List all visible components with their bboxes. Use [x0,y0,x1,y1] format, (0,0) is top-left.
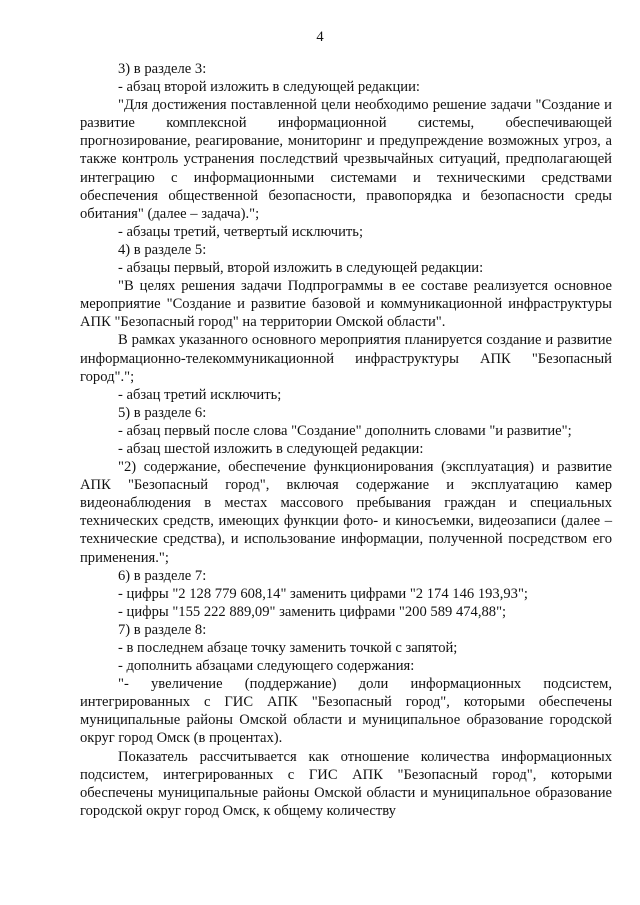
page-number: 4 [316,29,324,45]
paragraph: - абзац шестой изложить в следующей редакции: [118,440,424,457]
paragraph: - дополнить абзацами следующего содержания: [118,658,415,675]
paragraph: "В целях решения задачи Подпрограммы в ее составе реализуется основное мероприятие "Создание и развитие базовой и коммуникационной инфраструктуры АПК "Безопасный город" на территории Омской области". [80,278,612,331]
paragraph: "2) содержание, обеспечение функционирования (эксплуатация) и развитие АПК "Безопасный город", включая содержание и эксплуатацию камер видеонаблюдения в местах массового пребывания граждан и специальных технических средств, имеющих функции фото- и киносъемки, видеозаписи (далее – технические средства), и использование информации, полученной посредством его применения."; [80,459,612,566]
paragraph: 6) в разделе 7: [118,567,207,584]
paragraph: - цифры "155 222 889,09" заменить цифрами "200 589 474,88"; [118,603,507,620]
paragraph: - абзацы третий, четвертый исключить; [118,223,364,240]
paragraph: "- увеличение (поддержание) доли информационных подсистем, интегрированных с ГИС АПК "Безопасный город", которыми обеспечены муниципальные районы Омской области и муниципальное образование городской округ город Омск (в процентах). [80,676,612,747]
paragraph: 5) в разделе 6: [118,404,207,421]
paragraph: "Для достижения поставленной цели необходимо решение задачи "Создание и развитие комплексной информационной системы, обеспечивающей прогнозирование, реагирование, мониторинг и предупреждение возможных угроз, а также контроль устранения последствий чрезвычайных ситуаций, предполагающей интеграцию с информационными системами и техническими средствами обеспечения общественной безопасности, правопорядка и безопасности среды обитания" (далее – задача)."; [80,97,612,222]
paragraph: - абзац первый после слова "Создание" дополнить словами "и развитие"; [118,422,572,439]
document-body [80,60,612,820]
paragraph: - абзац второй изложить в следующей редакции: [118,79,420,96]
paragraph: 4) в разделе 5: [118,241,207,258]
paragraph: - абзац третий исключить; [118,386,282,403]
paragraph: - абзацы первый, второй изложить в следующей редакции: [118,260,484,277]
paragraph: - цифры "2 128 779 608,14" заменить цифрами "2 174 146 193,93"; [118,585,528,602]
paragraph: - в последнем абзаце точку заменить точкой с запятой; [118,640,458,656]
paragraph: Показатель рассчитывается как отношение количества информационных подсистем, интегрированных с ГИС АПК "Безопасный город", которыми обеспечены муниципальные районы Омской области и муниципальное образование городской округ город Омск, к общему количеству [80,748,612,819]
paragraph: В рамках указанного основного мероприятия планируется создание и развитие информационно-телекоммуникационной инфраструктуры АПК "Безопасный город"."; [80,332,612,385]
paragraph: 7) в разделе 8: [118,621,207,638]
paragraph: 3) в разделе 3: [118,61,207,77]
